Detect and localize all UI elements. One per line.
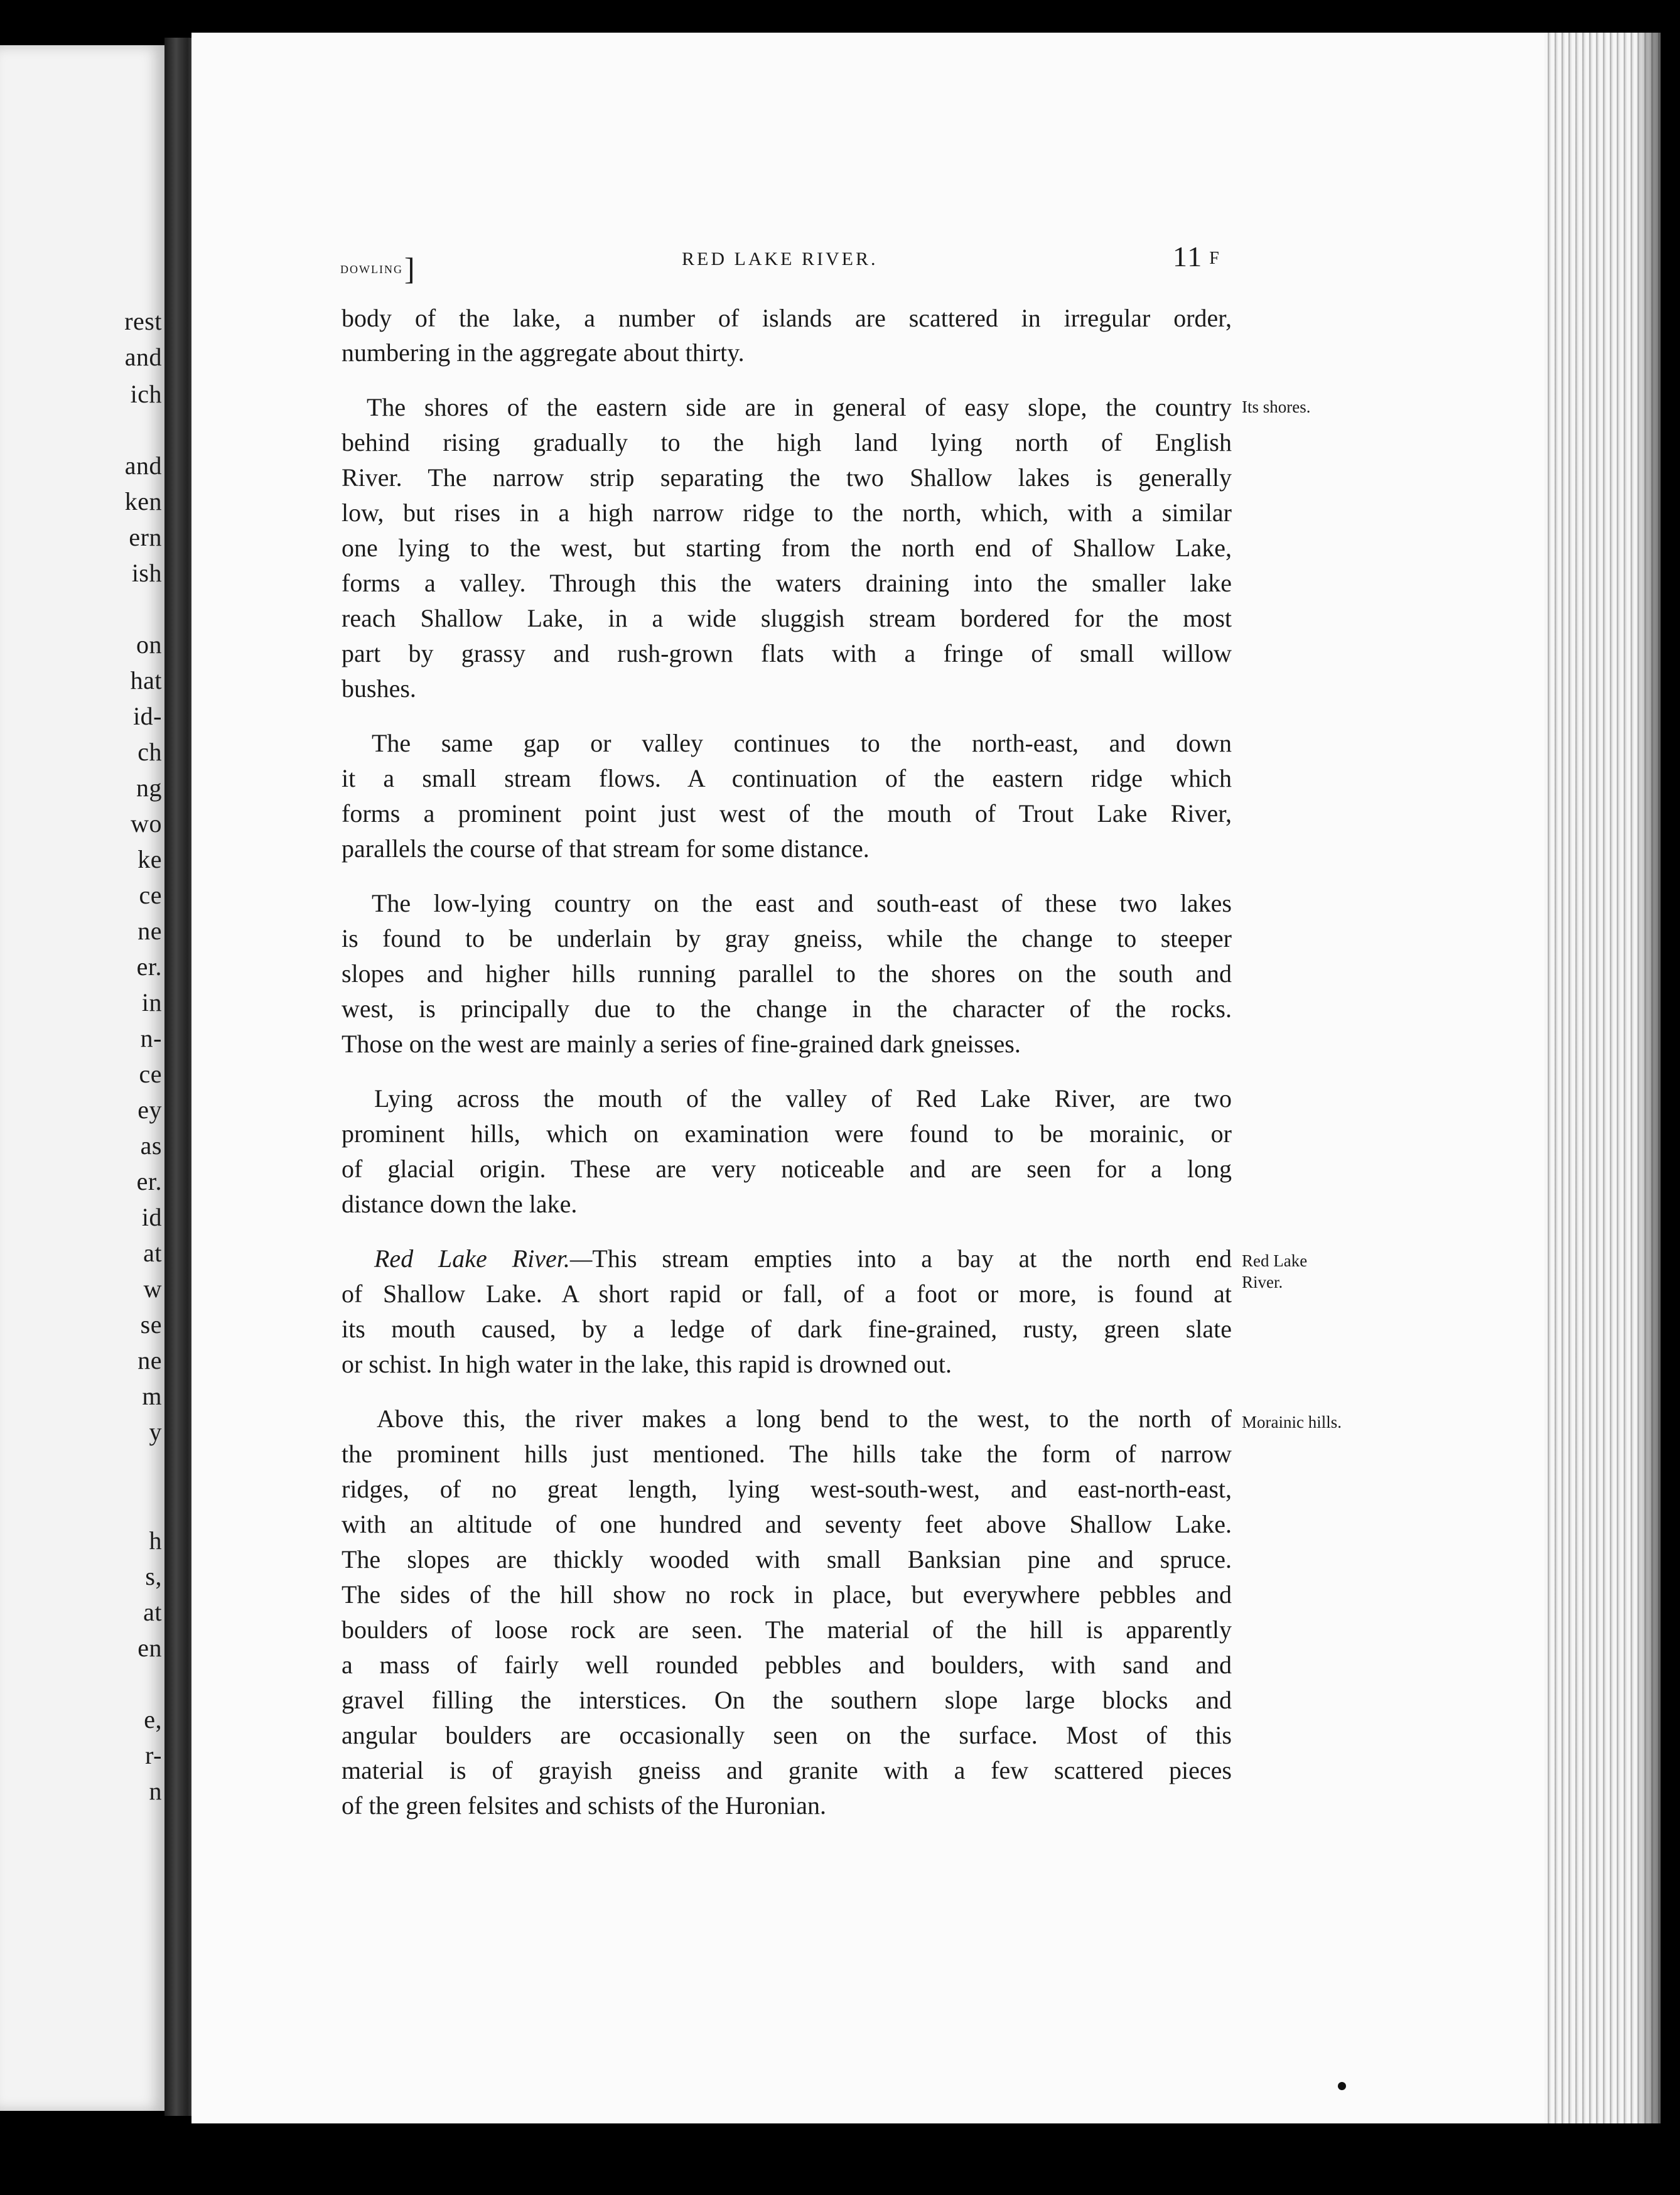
text-line: one lying to the west, but starting from the north end of Shallow Lake, (342, 534, 1232, 562)
facing-page-text-fragment: rest (124, 307, 162, 335)
text-line: of Shallow Lake. A short rapid or fall, of a foot or more, is found at (342, 1280, 1232, 1308)
text-line: or schist. In high water in the lake, this rapid is drowned out. (342, 1350, 952, 1378)
text-line: behind rising gradually to the high land lying north of English (342, 428, 1232, 456)
text-line: bushes. (342, 674, 416, 703)
facing-page-text-fragment: hat (130, 666, 162, 694)
facing-page (0, 45, 164, 2111)
margin-note-red-lake: Red Lake (1242, 1251, 1308, 1270)
page-edges (1544, 33, 1661, 2123)
facing-page-text-fragment: id (141, 1203, 162, 1231)
text-line: Red Lake River.—This stream empties into a bay at the north end (374, 1244, 1232, 1273)
facing-page-text-fragment: on (136, 630, 162, 659)
facing-page-text-fragment: y (149, 1418, 162, 1446)
facing-page-text-fragment: n (149, 1777, 162, 1805)
facing-page-text-fragment: at (143, 1598, 162, 1626)
facing-page-text-fragment: r- (145, 1741, 162, 1769)
facing-page-text-fragment: w (143, 1275, 162, 1303)
facing-page-text-fragment: ne (137, 917, 162, 945)
text-line: gravel filling the interstices. On the southern slope large blocks and (342, 1686, 1232, 1714)
facing-page-text-fragment: ce (139, 1060, 162, 1088)
facing-page-text-fragment: wo (131, 809, 162, 838)
text-line: Lying across the mouth of the valley of Red Lake River, are two (374, 1084, 1232, 1113)
facing-page-text-fragment: ng (136, 774, 162, 802)
text-line: Above this, the river makes a long bend to the west, to the north of (377, 1405, 1232, 1433)
text-line: Those on the west are mainly a series of fine-grained dark gneisses. (342, 1030, 1021, 1058)
text-line: forms a prominent point just west of the mouth of Trout Lake River, (342, 799, 1232, 828)
facing-page-text-fragment: se (140, 1310, 162, 1339)
text-line: of the green felsites and schists of the Huronian. (342, 1791, 827, 1820)
facing-page-text-fragment: ce (139, 881, 162, 909)
text-line: The shores of the eastern side are in general of easy slope, the country (367, 393, 1232, 421)
facing-page-text-fragment: at (143, 1239, 162, 1267)
facing-page-text-fragment: e, (144, 1705, 162, 1734)
facing-page-text-fragment: en (137, 1634, 162, 1662)
text-line: prominent hills, which on examination were found to be morainic, or (342, 1119, 1232, 1148)
text-line: numbering in the aggregate about thirty. (342, 338, 745, 367)
text-line: slopes and higher hills running parallel to the shores on the south and (342, 959, 1232, 988)
margin-note-morainic: Morainic hills. (1242, 1413, 1342, 1432)
facing-page-text-fragment: id- (133, 702, 162, 730)
text-line: part by grassy and rush-grown flats with a fringe of small willow (342, 639, 1232, 667)
text-line: angular boulders are occasionally seen on the surface. Most of this (342, 1721, 1232, 1749)
facing-page-text-fragment: ne (137, 1346, 162, 1374)
facing-page-text-fragment: ch (137, 738, 162, 766)
text-line: its mouth caused, by a ledge of dark fine-grained, rusty, green slate (342, 1315, 1232, 1343)
text-line: is found to be underlain by gray gneiss, while the change to steeper (342, 924, 1232, 952)
margin-note-river: River. (1242, 1273, 1283, 1292)
text-line: of glacial origin. These are very noticeable and are seen for a long (342, 1155, 1232, 1183)
text-line: The slopes are thickly wooded with small Banksian pine and spruce. (342, 1545, 1232, 1573)
text-line: The low-lying country on the east and south-east of these two lakes (372, 889, 1232, 917)
facing-page-text-fragment: s, (145, 1562, 162, 1590)
facing-page-text-fragment: and (124, 343, 162, 371)
text-line: parallels the course of that stream for some distance. (342, 834, 870, 863)
text-line: forms a valley. Through this the waters draining into the smaller lake (342, 569, 1232, 597)
facing-page-text-fragment: and (124, 451, 162, 480)
facing-page-text-fragment: er. (136, 1167, 162, 1195)
running-header-author: DOWLING] (340, 251, 416, 286)
facing-page-text-fragment: in (141, 988, 162, 1017)
text-line: a mass of fairly well rounded pebbles and boulders, with sand and (342, 1651, 1232, 1679)
text-line: with an altitude of one hundred and seventy feet above Shallow Lake. (342, 1510, 1232, 1538)
italic-heading: Red Lake River.— (374, 1244, 593, 1273)
facing-page-text-fragment: ke (137, 845, 162, 873)
text-line: west, is principally due to the change in the character of the rocks. (342, 995, 1232, 1023)
facing-page-text-fragment: as (140, 1131, 162, 1160)
facing-page-text-fragment: h (149, 1526, 162, 1555)
page-number: 11 F (1173, 240, 1220, 272)
text-line: the prominent hills just mentioned. The hills take the form of narrow (342, 1440, 1232, 1468)
text-line: body of the lake, a number of islands are scattered in irregular order, (342, 304, 1232, 332)
facing-page-text-fragment: er. (136, 952, 162, 981)
facing-page-text-fragment: ken (124, 487, 162, 515)
text-line: The same gap or valley continues to the north-east, and down (372, 729, 1232, 757)
facing-page-text-fragment: n- (140, 1024, 162, 1052)
margin-note-shores: Its shores. (1242, 397, 1311, 416)
facing-page-text-fragment: ey (137, 1096, 162, 1124)
running-header-title: RED LAKE RIVER. (682, 249, 878, 269)
facing-page-text-fragment: m (142, 1382, 162, 1410)
text-line: distance down the lake. (342, 1190, 578, 1218)
text-line: low, but rises in a high narrow ridge to the north, which, with a similar (342, 499, 1232, 527)
text-line: ridges, of no great length, lying west-south-west, and east-north-east, (342, 1475, 1232, 1503)
text-line: River. The narrow strip separating the two Shallow lakes is generally (342, 463, 1232, 492)
text-line: boulders of loose rock are seen. The material of the hill is apparently (342, 1615, 1232, 1644)
text-line: it a small stream flows. A continuation of the eastern ridge which (342, 764, 1232, 792)
ink-dot (1338, 2082, 1346, 2090)
text-line: material is of grayish gneiss and granite with a few scattered pieces (342, 1756, 1232, 1784)
text-line: reach Shallow Lake, in a wide sluggish stream bordered for the most (342, 604, 1232, 632)
facing-page-text-fragment: ich (130, 380, 162, 408)
facing-page-text-fragment: ish (131, 559, 162, 587)
facing-page-text-fragment: ern (129, 523, 162, 551)
text-line: The sides of the hill show no rock in place, but everywhere pebbles and (342, 1580, 1232, 1609)
